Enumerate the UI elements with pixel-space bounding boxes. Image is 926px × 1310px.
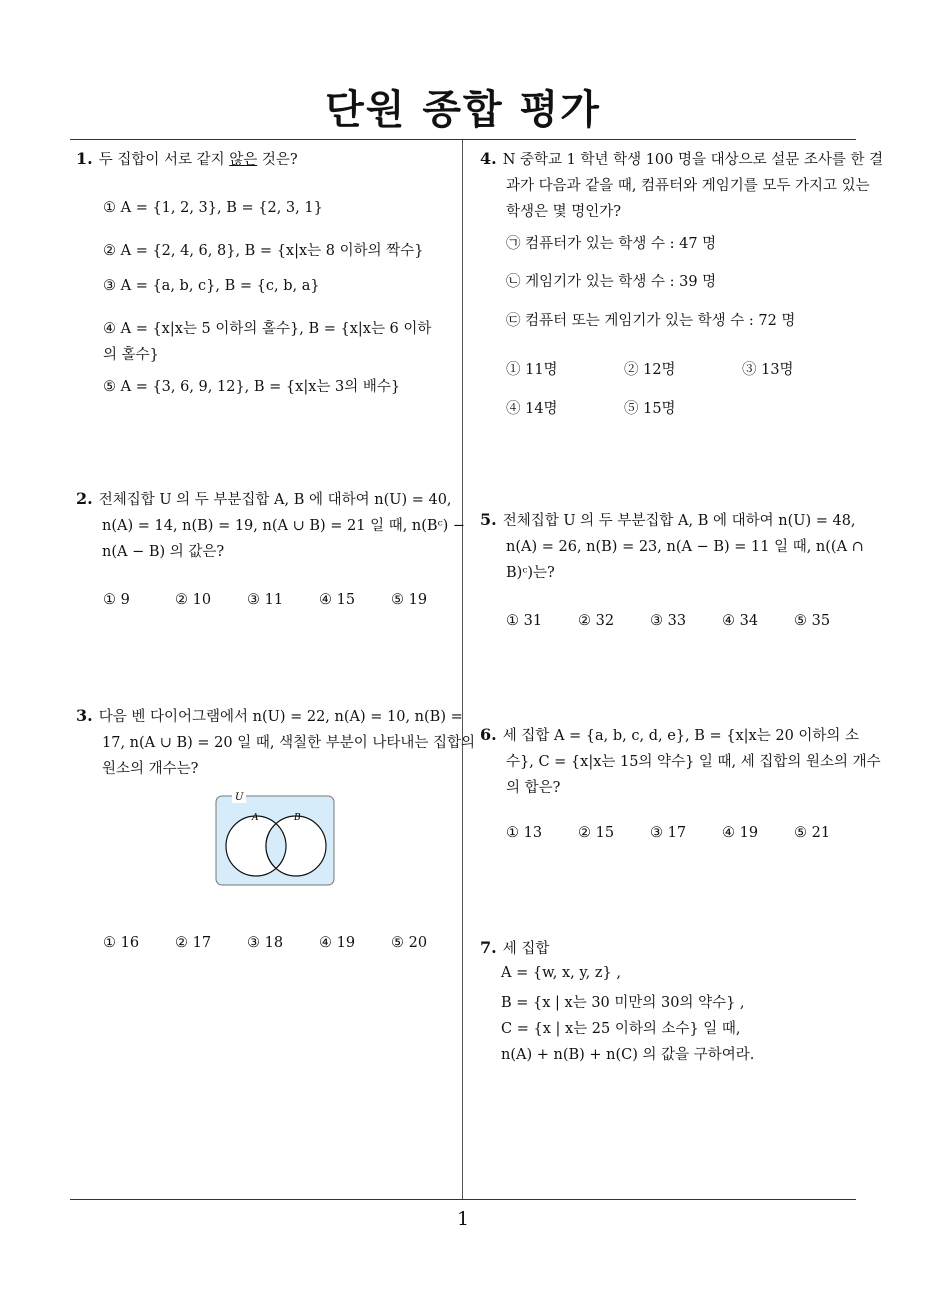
stem-text: 것은?	[257, 152, 298, 168]
answer-option[interactable]: ⑤ 35	[794, 613, 831, 629]
condition-item: ㉡ 게임기가 있는 학생 수 : 39 명	[506, 274, 717, 290]
answer-options	[506, 825, 854, 841]
answer-option[interactable]: ④ 15	[319, 592, 356, 608]
question-5	[480, 507, 884, 586]
answer-option[interactable]: ④ 19	[319, 935, 356, 951]
answer-option[interactable]: ② A = {2, 4, 6, 8}, B = {x|x는 8 이하의 짝수}	[103, 243, 424, 259]
question-7	[480, 935, 858, 962]
stem-text: 두 집합이 서로 같지	[98, 152, 230, 168]
question-stem: 세 집합 A = {a, b, c, d, e}, B = {x|x는 20 이하의 소수}, C = {x|x는 15의 약수} 일 때, 세 집합의 원소의 개수의 합은?	[502, 728, 881, 796]
question-number: 3.	[76, 706, 93, 725]
answer-option[interactable]: ④ 19	[722, 825, 759, 841]
question-number: 6.	[480, 725, 497, 744]
answer-options	[103, 935, 451, 951]
answer-option[interactable]: ② 15	[578, 825, 615, 841]
answer-option[interactable]: ④ 14명	[506, 401, 558, 417]
question-1	[76, 146, 456, 173]
bottom-divider	[70, 1199, 856, 1200]
answer-options	[506, 613, 854, 629]
answer-option[interactable]: ④ 34	[722, 613, 759, 629]
answer-option[interactable]: ⑤ A = {3, 6, 9, 12}, B = {x|x는 3의 배수}	[103, 379, 401, 395]
answer-option[interactable]: ④ A = {x|x는 5 이하의 홀수}, B = {x|x는 6 이하의 홀수}	[103, 321, 432, 363]
answer-option[interactable]: ③ 17	[650, 825, 687, 841]
page-number: 1	[456, 1208, 470, 1230]
answer-options	[103, 592, 451, 608]
answer-option[interactable]: ⑤ 20	[391, 935, 428, 951]
answer-options	[506, 397, 724, 418]
answer-option[interactable]: ① 31	[506, 613, 543, 629]
answer-option[interactable]: ③ A = {a, b, c}, B = {c, b, a}	[103, 278, 320, 294]
question-number: 7.	[480, 938, 497, 957]
answer-option[interactable]: ② 12명	[624, 362, 676, 378]
question-stem: 전체집합 U 의 두 부분집합 A, B 에 대하여 n(U) = 48, n(A) = 26, n(B) = 23, n(A − B) = 11 일 때, n((A ∩ B)ᶜ)는?	[502, 513, 864, 581]
answer-option[interactable]: ② 10	[175, 592, 212, 608]
question-number: 2.	[76, 489, 93, 508]
answer-option[interactable]: ① 16	[103, 935, 140, 951]
u-label: U	[235, 792, 244, 803]
a-label: A	[252, 813, 259, 823]
answer-option[interactable]: ③ 18	[247, 935, 284, 951]
answer-option[interactable]: ⑤ 19	[391, 592, 428, 608]
answer-options	[506, 358, 842, 379]
question-3	[76, 703, 482, 782]
question-number: 1.	[76, 149, 93, 168]
b-label: B	[294, 813, 301, 823]
page-title: 단원 종합 평가	[325, 87, 601, 133]
question-4	[480, 146, 884, 225]
answer-option[interactable]: ⑤ 21	[794, 825, 831, 841]
stem-emphasis: 않은	[229, 152, 258, 168]
question-stem	[99, 152, 298, 168]
answer-option[interactable]: ① 11명	[506, 362, 558, 378]
answer-option[interactable]: ③ 11	[247, 592, 284, 608]
set-definition: C = {x | x는 25 이하의 소수} 일 때,	[501, 1021, 741, 1037]
answer-option[interactable]: ② 17	[175, 935, 212, 951]
question-number: 4.	[480, 149, 497, 168]
column-divider	[462, 140, 463, 1200]
condition-item: ㉠ 컴퓨터가 있는 학생 수 : 47 명	[506, 236, 717, 252]
condition-item: ㉢ 컴퓨터 또는 게임기가 있는 학생 수 : 72 명	[506, 313, 796, 329]
question-number: 5.	[480, 510, 497, 529]
question-stem: N 중학교 1 학년 학생 100 명을 대상으로 설문 조사를 한 결과가 다음과 같을 때, 컴퓨터와 게임기를 모두 가지고 있는 학생은 몇 명인가?	[502, 152, 884, 220]
top-divider	[70, 139, 856, 140]
question-stem: 전체집합 U 의 두 부분집합 A, B 에 대하여 n(U) = 40, n(A) = 14, n(B) = 19, n(A ∪ B) = 21 일 때, n(Bᶜ) − n(A − B) 의 값은?	[98, 492, 466, 560]
question-6	[480, 722, 884, 801]
question-2	[76, 486, 482, 565]
answer-option[interactable]: ③ 13명	[742, 362, 794, 378]
venn-diagram	[214, 790, 338, 888]
question-stem: 다음 벤 다이어그램에서 n(U) = 22, n(A) = 10, n(B) = 17, n(A ∪ B) = 20 일 때, 색칠한 부분이 나타내는 집합의 원소의 개수는?	[98, 709, 476, 777]
answer-option[interactable]: ① 9	[103, 592, 130, 608]
answer-option[interactable]: ③ 33	[650, 613, 687, 629]
set-definition: A = {w, x, y, z} ,	[501, 965, 621, 981]
answer-option[interactable]: ⑤ 15명	[624, 401, 676, 417]
set-definition: B = {x | x는 30 미만의 30의 약수} ,	[501, 995, 745, 1011]
answer-option[interactable]: ① 13	[506, 825, 543, 841]
answer-option[interactable]: ② 32	[578, 613, 615, 629]
answer-option[interactable]: ① A = {1, 2, 3}, B = {2, 3, 1}	[103, 200, 323, 216]
question-stem: 세 집합	[502, 941, 550, 957]
question-prompt: n(A) + n(B) + n(C) 의 값을 구하여라.	[501, 1047, 755, 1063]
